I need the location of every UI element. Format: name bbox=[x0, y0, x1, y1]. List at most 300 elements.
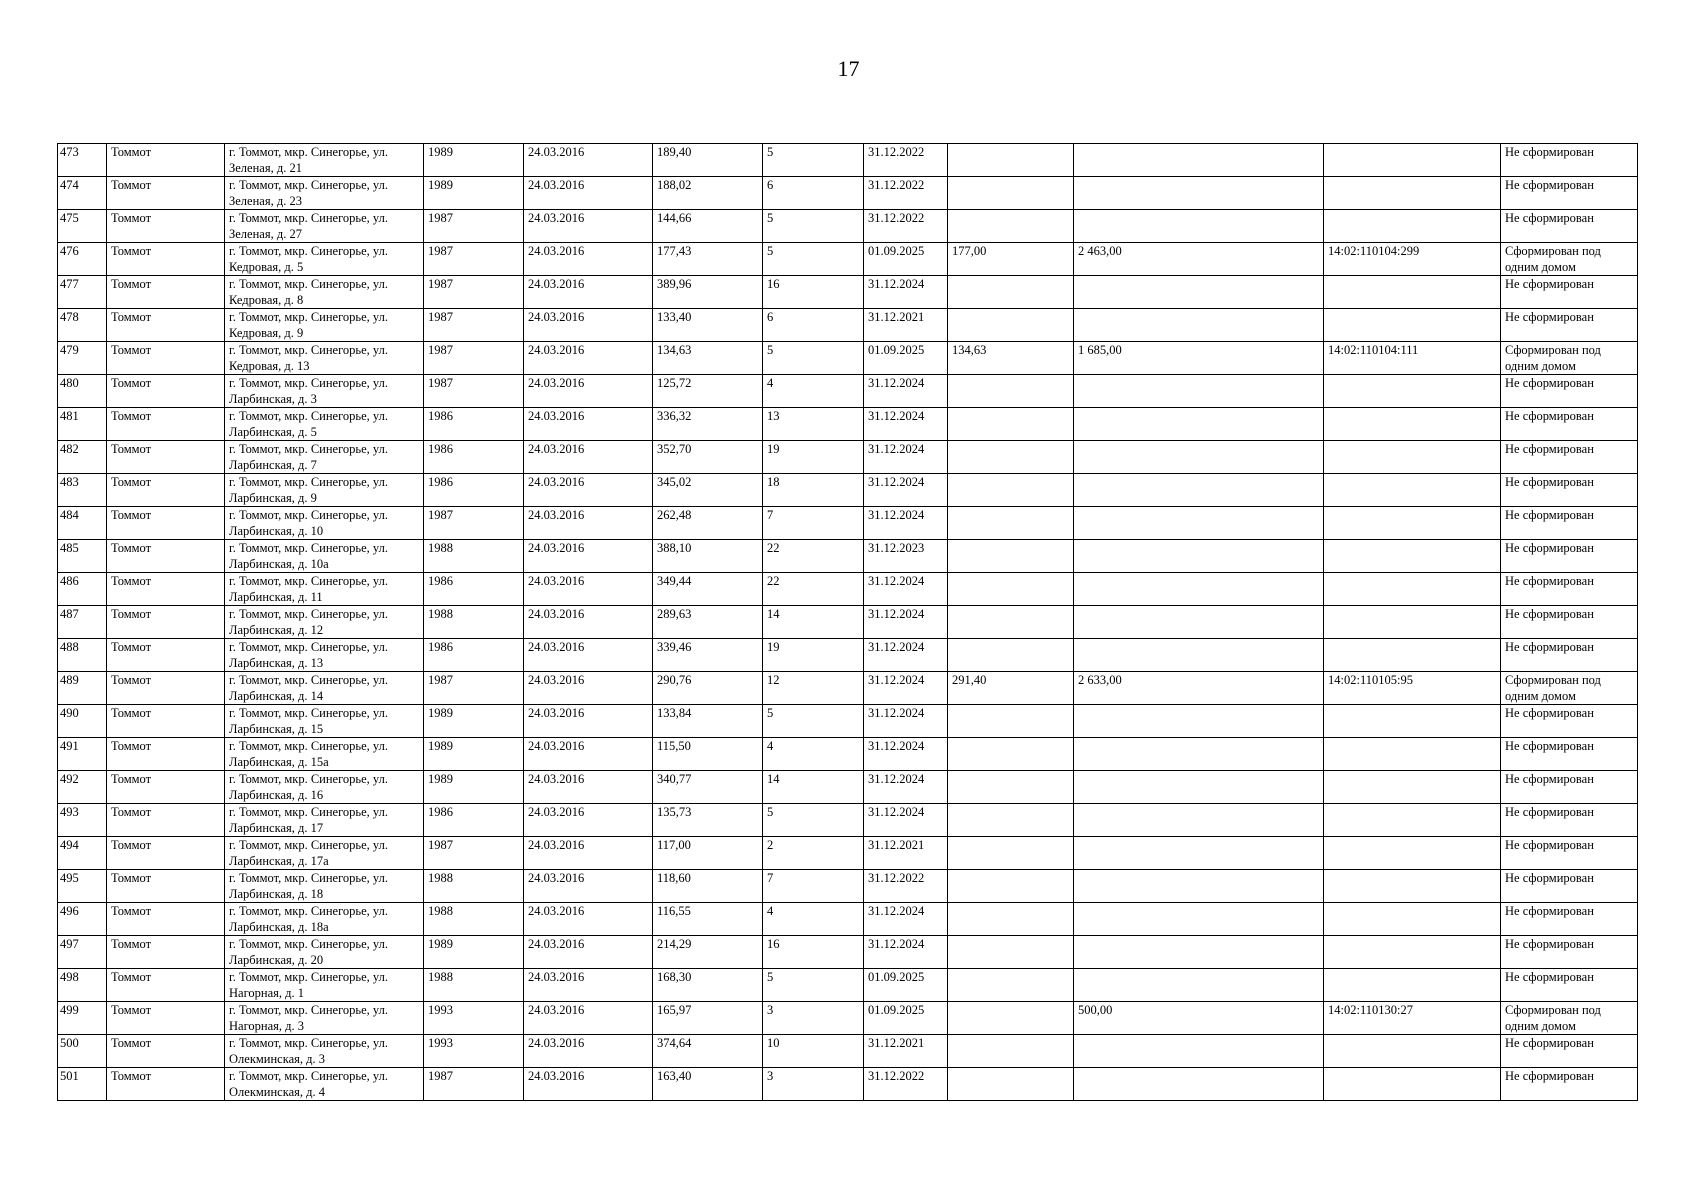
residents-cell: 2 bbox=[763, 837, 864, 870]
row-number-cell: 486 bbox=[58, 573, 107, 606]
address-cell: г. Томмот, мкр. Синегорье, ул. Ларбинская, д. 13 bbox=[225, 639, 424, 672]
plot-area-cell bbox=[1074, 639, 1324, 672]
residents-cell: 5 bbox=[763, 144, 864, 177]
area-cell: 116,55 bbox=[653, 903, 763, 936]
area-cell: 133,40 bbox=[653, 309, 763, 342]
residents-cell: 5 bbox=[763, 342, 864, 375]
year-built-cell: 1987 bbox=[424, 837, 524, 870]
settlement-cell: Томмот bbox=[107, 870, 225, 903]
area-cell: 349,44 bbox=[653, 573, 763, 606]
settlement-cell: Томмот bbox=[107, 771, 225, 804]
table-row bbox=[58, 1002, 1638, 1035]
cadastral-number-cell bbox=[1324, 771, 1501, 804]
land-area-cell bbox=[948, 903, 1074, 936]
cadastral-number-cell bbox=[1324, 738, 1501, 771]
land-area-cell bbox=[948, 771, 1074, 804]
cadastral-number-cell: 14:02:110104:299 bbox=[1324, 243, 1501, 276]
year-built-cell: 1989 bbox=[424, 936, 524, 969]
row-number-cell: 478 bbox=[58, 309, 107, 342]
settlement-cell: Томмот bbox=[107, 474, 225, 507]
address-cell: г. Томмот, мкр. Синегорье, ул. Ларбинская, д. 18 bbox=[225, 870, 424, 903]
plot-area-cell bbox=[1074, 177, 1324, 210]
row-number-cell: 475 bbox=[58, 210, 107, 243]
date-cell: 24.03.2016 bbox=[524, 903, 653, 936]
land-status-cell: Сформирован под одним домом bbox=[1501, 342, 1638, 375]
land-status-cell: Не сформирован bbox=[1501, 375, 1638, 408]
area-cell: 115,50 bbox=[653, 738, 763, 771]
land-status-cell: Не сформирован bbox=[1501, 804, 1638, 837]
land-area-cell: 177,00 bbox=[948, 243, 1074, 276]
land-status-cell: Не сформирован bbox=[1501, 177, 1638, 210]
land-area-cell bbox=[948, 210, 1074, 243]
year-built-cell: 1987 bbox=[424, 243, 524, 276]
cadastral-number-cell: 14:02:110130:27 bbox=[1324, 1002, 1501, 1035]
residents-cell: 19 bbox=[763, 441, 864, 474]
residents-cell: 14 bbox=[763, 771, 864, 804]
row-number-cell: 483 bbox=[58, 474, 107, 507]
table-row bbox=[58, 507, 1638, 540]
residents-cell: 5 bbox=[763, 210, 864, 243]
deadline-cell: 31.12.2021 bbox=[864, 309, 948, 342]
settlement-cell: Томмот bbox=[107, 441, 225, 474]
year-built-cell: 1986 bbox=[424, 408, 524, 441]
residents-cell: 6 bbox=[763, 177, 864, 210]
year-built-cell: 1989 bbox=[424, 177, 524, 210]
cadastral-number-cell bbox=[1324, 639, 1501, 672]
deadline-cell: 31.12.2021 bbox=[864, 1035, 948, 1068]
date-cell: 24.03.2016 bbox=[524, 738, 653, 771]
plot-area-cell bbox=[1074, 969, 1324, 1002]
deadline-cell: 31.12.2024 bbox=[864, 276, 948, 309]
deadline-cell: 31.12.2024 bbox=[864, 705, 948, 738]
cadastral-number-cell bbox=[1324, 1035, 1501, 1068]
table-row bbox=[58, 573, 1638, 606]
date-cell: 24.03.2016 bbox=[524, 573, 653, 606]
row-number-cell: 477 bbox=[58, 276, 107, 309]
year-built-cell: 1987 bbox=[424, 276, 524, 309]
land-area-cell bbox=[948, 705, 1074, 738]
settlement-cell: Томмот bbox=[107, 705, 225, 738]
year-built-cell: 1987 bbox=[424, 342, 524, 375]
cadastral-number-cell bbox=[1324, 837, 1501, 870]
row-number-cell: 482 bbox=[58, 441, 107, 474]
address-cell: г. Томмот, мкр. Синегорье, ул. Ларбинская, д. 16 bbox=[225, 771, 424, 804]
address-cell: г. Томмот, мкр. Синегорье, ул. Зеленая, д. 21 bbox=[225, 144, 424, 177]
area-cell: 177,43 bbox=[653, 243, 763, 276]
cadastral-number-cell bbox=[1324, 144, 1501, 177]
year-built-cell: 1988 bbox=[424, 870, 524, 903]
address-cell: г. Томмот, мкр. Синегорье, ул. Зеленая, д. 23 bbox=[225, 177, 424, 210]
plot-area-cell bbox=[1074, 507, 1324, 540]
date-cell: 24.03.2016 bbox=[524, 144, 653, 177]
settlement-cell: Томмот bbox=[107, 606, 225, 639]
land-area-cell bbox=[948, 573, 1074, 606]
land-area-cell bbox=[948, 606, 1074, 639]
land-status-cell: Не сформирован bbox=[1501, 309, 1638, 342]
date-cell: 24.03.2016 bbox=[524, 441, 653, 474]
table-row bbox=[58, 969, 1638, 1002]
settlement-cell: Томмот bbox=[107, 309, 225, 342]
land-area-cell bbox=[948, 144, 1074, 177]
year-built-cell: 1989 bbox=[424, 144, 524, 177]
date-cell: 24.03.2016 bbox=[524, 870, 653, 903]
land-area-cell bbox=[948, 969, 1074, 1002]
land-area-cell bbox=[948, 837, 1074, 870]
residents-cell: 16 bbox=[763, 276, 864, 309]
year-built-cell: 1986 bbox=[424, 573, 524, 606]
cadastral-number-cell bbox=[1324, 177, 1501, 210]
land-status-cell: Не сформирован bbox=[1501, 639, 1638, 672]
row-number-cell: 496 bbox=[58, 903, 107, 936]
deadline-cell: 31.12.2024 bbox=[864, 804, 948, 837]
year-built-cell: 1986 bbox=[424, 441, 524, 474]
residents-cell: 10 bbox=[763, 1035, 864, 1068]
year-built-cell: 1989 bbox=[424, 738, 524, 771]
land-area-cell bbox=[948, 474, 1074, 507]
table-row bbox=[58, 474, 1638, 507]
year-built-cell: 1993 bbox=[424, 1002, 524, 1035]
row-number-cell: 479 bbox=[58, 342, 107, 375]
date-cell: 24.03.2016 bbox=[524, 705, 653, 738]
land-status-cell: Не сформирован bbox=[1501, 441, 1638, 474]
land-area-cell bbox=[948, 177, 1074, 210]
date-cell: 24.03.2016 bbox=[524, 672, 653, 705]
date-cell: 24.03.2016 bbox=[524, 210, 653, 243]
land-status-cell: Не сформирован bbox=[1501, 540, 1638, 573]
table-row bbox=[58, 606, 1638, 639]
plot-area-cell bbox=[1074, 309, 1324, 342]
table-row bbox=[58, 441, 1638, 474]
address-cell: г. Томмот, мкр. Синегорье, ул. Кедровая, д. 5 bbox=[225, 243, 424, 276]
cadastral-number-cell bbox=[1324, 870, 1501, 903]
table-row bbox=[58, 243, 1638, 276]
table-row bbox=[58, 375, 1638, 408]
cadastral-number-cell bbox=[1324, 375, 1501, 408]
plot-area-cell bbox=[1074, 474, 1324, 507]
land-status-cell: Сформирован под одним домом bbox=[1501, 1002, 1638, 1035]
area-cell: 352,70 bbox=[653, 441, 763, 474]
date-cell: 24.03.2016 bbox=[524, 276, 653, 309]
table-row bbox=[58, 342, 1638, 375]
settlement-cell: Томмот bbox=[107, 639, 225, 672]
settlement-cell: Томмот bbox=[107, 969, 225, 1002]
area-cell: 144,66 bbox=[653, 210, 763, 243]
land-area-cell: 134,63 bbox=[948, 342, 1074, 375]
row-number-cell: 494 bbox=[58, 837, 107, 870]
area-cell: 188,02 bbox=[653, 177, 763, 210]
address-cell: г. Томмот, мкр. Синегорье, ул. Ларбинская, д. 12 bbox=[225, 606, 424, 639]
row-number-cell: 498 bbox=[58, 969, 107, 1002]
residents-cell: 5 bbox=[763, 804, 864, 837]
land-status-cell: Не сформирован bbox=[1501, 507, 1638, 540]
settlement-cell: Томмот bbox=[107, 903, 225, 936]
cadastral-number-cell bbox=[1324, 441, 1501, 474]
address-cell: г. Томмот, мкр. Синегорье, ул. Ларбинская, д. 5 bbox=[225, 408, 424, 441]
land-status-cell: Не сформирован bbox=[1501, 276, 1638, 309]
land-area-cell bbox=[948, 870, 1074, 903]
settlement-cell: Томмот bbox=[107, 837, 225, 870]
date-cell: 24.03.2016 bbox=[524, 309, 653, 342]
address-cell: г. Томмот, мкр. Синегорье, ул. Ларбинская, д. 11 bbox=[225, 573, 424, 606]
plot-area-cell bbox=[1074, 771, 1324, 804]
deadline-cell: 31.12.2024 bbox=[864, 738, 948, 771]
plot-area-cell bbox=[1074, 540, 1324, 573]
land-area-cell bbox=[948, 639, 1074, 672]
deadline-cell: 31.12.2022 bbox=[864, 177, 948, 210]
land-status-cell: Не сформирован bbox=[1501, 837, 1638, 870]
settlement-cell: Томмот bbox=[107, 276, 225, 309]
settlement-cell: Томмот bbox=[107, 738, 225, 771]
area-cell: 165,97 bbox=[653, 1002, 763, 1035]
area-cell: 262,48 bbox=[653, 507, 763, 540]
date-cell: 24.03.2016 bbox=[524, 969, 653, 1002]
residents-cell: 3 bbox=[763, 1002, 864, 1035]
table-row bbox=[58, 408, 1638, 441]
date-cell: 24.03.2016 bbox=[524, 936, 653, 969]
table-row bbox=[58, 738, 1638, 771]
land-area-cell bbox=[948, 507, 1074, 540]
row-number-cell: 485 bbox=[58, 540, 107, 573]
area-cell: 289,63 bbox=[653, 606, 763, 639]
address-cell: г. Томмот, мкр. Синегорье, ул. Ларбинская, д. 18а bbox=[225, 903, 424, 936]
deadline-cell: 31.12.2022 bbox=[864, 210, 948, 243]
deadline-cell: 31.12.2024 bbox=[864, 771, 948, 804]
address-cell: г. Томмот, мкр. Синегорье, ул. Ларбинская, д. 15 bbox=[225, 705, 424, 738]
row-number-cell: 499 bbox=[58, 1002, 107, 1035]
cadastral-number-cell bbox=[1324, 507, 1501, 540]
settlement-cell: Томмот bbox=[107, 936, 225, 969]
cadastral-number-cell bbox=[1324, 276, 1501, 309]
table-row bbox=[58, 672, 1638, 705]
residents-cell: 22 bbox=[763, 540, 864, 573]
cadastral-number-cell bbox=[1324, 474, 1501, 507]
row-number-cell: 501 bbox=[58, 1068, 107, 1101]
settlement-cell: Томмот bbox=[107, 507, 225, 540]
settlement-cell: Томмот bbox=[107, 243, 225, 276]
settlement-cell: Томмот bbox=[107, 672, 225, 705]
land-area-cell bbox=[948, 276, 1074, 309]
land-area-cell bbox=[948, 1068, 1074, 1101]
area-cell: 345,02 bbox=[653, 474, 763, 507]
area-cell: 125,72 bbox=[653, 375, 763, 408]
land-status-cell: Не сформирован bbox=[1501, 705, 1638, 738]
year-built-cell: 1988 bbox=[424, 903, 524, 936]
deadline-cell: 31.12.2022 bbox=[864, 1068, 948, 1101]
row-number-cell: 489 bbox=[58, 672, 107, 705]
residents-cell: 12 bbox=[763, 672, 864, 705]
row-number-cell: 473 bbox=[58, 144, 107, 177]
residents-cell: 19 bbox=[763, 639, 864, 672]
year-built-cell: 1987 bbox=[424, 672, 524, 705]
cadastral-number-cell bbox=[1324, 309, 1501, 342]
cadastral-number-cell bbox=[1324, 606, 1501, 639]
land-area-cell bbox=[948, 936, 1074, 969]
table-row bbox=[58, 903, 1638, 936]
deadline-cell: 31.12.2024 bbox=[864, 375, 948, 408]
row-number-cell: 484 bbox=[58, 507, 107, 540]
table-row bbox=[58, 540, 1638, 573]
residents-cell: 22 bbox=[763, 573, 864, 606]
plot-area-cell bbox=[1074, 606, 1324, 639]
land-status-cell: Не сформирован bbox=[1501, 144, 1638, 177]
cadastral-number-cell bbox=[1324, 705, 1501, 738]
date-cell: 24.03.2016 bbox=[524, 837, 653, 870]
plot-area-cell: 500,00 bbox=[1074, 1002, 1324, 1035]
residents-cell: 7 bbox=[763, 507, 864, 540]
land-area-cell bbox=[948, 1002, 1074, 1035]
residents-cell: 13 bbox=[763, 408, 864, 441]
housing-registry-table bbox=[57, 143, 1638, 1101]
area-cell: 168,30 bbox=[653, 969, 763, 1002]
land-status-cell: Не сформирован bbox=[1501, 1068, 1638, 1101]
deadline-cell: 31.12.2024 bbox=[864, 441, 948, 474]
settlement-cell: Томмот bbox=[107, 573, 225, 606]
plot-area-cell bbox=[1074, 144, 1324, 177]
land-status-cell: Не сформирован bbox=[1501, 936, 1638, 969]
date-cell: 24.03.2016 bbox=[524, 375, 653, 408]
land-status-cell: Не сформирован bbox=[1501, 573, 1638, 606]
land-status-cell: Не сформирован bbox=[1501, 969, 1638, 1002]
settlement-cell: Томмот bbox=[107, 804, 225, 837]
residents-cell: 5 bbox=[763, 705, 864, 738]
year-built-cell: 1989 bbox=[424, 705, 524, 738]
cadastral-number-cell bbox=[1324, 1068, 1501, 1101]
row-number-cell: 491 bbox=[58, 738, 107, 771]
table-row bbox=[58, 705, 1638, 738]
residents-cell: 3 bbox=[763, 1068, 864, 1101]
date-cell: 24.03.2016 bbox=[524, 177, 653, 210]
table-row bbox=[58, 771, 1638, 804]
land-status-cell: Не сформирован bbox=[1501, 606, 1638, 639]
deadline-cell: 31.12.2024 bbox=[864, 936, 948, 969]
land-area-cell bbox=[948, 804, 1074, 837]
year-built-cell: 1989 bbox=[424, 771, 524, 804]
cadastral-number-cell: 14:02:110104:111 bbox=[1324, 342, 1501, 375]
date-cell: 24.03.2016 bbox=[524, 1002, 653, 1035]
area-cell: 163,40 bbox=[653, 1068, 763, 1101]
plot-area-cell bbox=[1074, 936, 1324, 969]
settlement-cell: Томмот bbox=[107, 1002, 225, 1035]
plot-area-cell bbox=[1074, 1068, 1324, 1101]
table-row bbox=[58, 639, 1638, 672]
land-status-cell: Не сформирован bbox=[1501, 771, 1638, 804]
table-row bbox=[58, 870, 1638, 903]
cadastral-number-cell bbox=[1324, 969, 1501, 1002]
residents-cell: 7 bbox=[763, 870, 864, 903]
year-built-cell: 1986 bbox=[424, 639, 524, 672]
row-number-cell: 495 bbox=[58, 870, 107, 903]
land-status-cell: Не сформирован bbox=[1501, 903, 1638, 936]
deadline-cell: 01.09.2025 bbox=[864, 342, 948, 375]
date-cell: 24.03.2016 bbox=[524, 1035, 653, 1068]
deadline-cell: 31.12.2024 bbox=[864, 606, 948, 639]
year-built-cell: 1988 bbox=[424, 540, 524, 573]
deadline-cell: 31.12.2022 bbox=[864, 144, 948, 177]
area-cell: 340,77 bbox=[653, 771, 763, 804]
year-built-cell: 1987 bbox=[424, 210, 524, 243]
date-cell: 24.03.2016 bbox=[524, 606, 653, 639]
cadastral-number-cell bbox=[1324, 210, 1501, 243]
plot-area-cell: 2 633,00 bbox=[1074, 672, 1324, 705]
address-cell: г. Томмот, мкр. Синегорье, ул. Ларбинская, д. 14 bbox=[225, 672, 424, 705]
address-cell: г. Томмот, мкр. Синегорье, ул. Ларбинская, д. 20 bbox=[225, 936, 424, 969]
area-cell: 339,46 bbox=[653, 639, 763, 672]
plot-area-cell bbox=[1074, 903, 1324, 936]
residents-cell: 6 bbox=[763, 309, 864, 342]
address-cell: г. Томмот, мкр. Синегорье, ул. Кедровая, д. 8 bbox=[225, 276, 424, 309]
row-number-cell: 493 bbox=[58, 804, 107, 837]
residents-cell: 4 bbox=[763, 375, 864, 408]
date-cell: 24.03.2016 bbox=[524, 342, 653, 375]
deadline-cell: 31.12.2024 bbox=[864, 507, 948, 540]
land-status-cell: Не сформирован bbox=[1501, 870, 1638, 903]
table-row bbox=[58, 177, 1638, 210]
deadline-cell: 01.09.2025 bbox=[864, 969, 948, 1002]
address-cell: г. Томмот, мкр. Синегорье, ул. Ларбинская, д. 7 bbox=[225, 441, 424, 474]
cadastral-number-cell bbox=[1324, 903, 1501, 936]
row-number-cell: 492 bbox=[58, 771, 107, 804]
cadastral-number-cell bbox=[1324, 408, 1501, 441]
deadline-cell: 31.12.2024 bbox=[864, 573, 948, 606]
plot-area-cell bbox=[1074, 705, 1324, 738]
area-cell: 135,73 bbox=[653, 804, 763, 837]
residents-cell: 16 bbox=[763, 936, 864, 969]
residents-cell: 5 bbox=[763, 243, 864, 276]
plot-area-cell bbox=[1074, 1035, 1324, 1068]
address-cell: г. Томмот, мкр. Синегорье, ул. Ларбинская, д. 17 bbox=[225, 804, 424, 837]
cadastral-number-cell bbox=[1324, 936, 1501, 969]
deadline-cell: 31.12.2021 bbox=[864, 837, 948, 870]
year-built-cell: 1993 bbox=[424, 1035, 524, 1068]
table-row bbox=[58, 936, 1638, 969]
settlement-cell: Томмот bbox=[107, 210, 225, 243]
plot-area-cell bbox=[1074, 573, 1324, 606]
date-cell: 24.03.2016 bbox=[524, 243, 653, 276]
settlement-cell: Томмот bbox=[107, 375, 225, 408]
date-cell: 24.03.2016 bbox=[524, 1068, 653, 1101]
area-cell: 133,84 bbox=[653, 705, 763, 738]
date-cell: 24.03.2016 bbox=[524, 408, 653, 441]
plot-area-cell bbox=[1074, 276, 1324, 309]
table-row bbox=[58, 144, 1638, 177]
settlement-cell: Томмот bbox=[107, 408, 225, 441]
address-cell: г. Томмот, мкр. Синегорье, ул. Ларбинская, д. 15а bbox=[225, 738, 424, 771]
deadline-cell: 31.12.2024 bbox=[864, 408, 948, 441]
land-area-cell bbox=[948, 540, 1074, 573]
row-number-cell: 487 bbox=[58, 606, 107, 639]
land-status-cell: Сформирован под одним домом bbox=[1501, 672, 1638, 705]
plot-area-cell bbox=[1074, 210, 1324, 243]
land-area-cell bbox=[948, 441, 1074, 474]
address-cell: г. Томмот, мкр. Синегорье, ул. Кедровая, д. 13 bbox=[225, 342, 424, 375]
cadastral-number-cell bbox=[1324, 573, 1501, 606]
deadline-cell: 31.12.2023 bbox=[864, 540, 948, 573]
area-cell: 118,60 bbox=[653, 870, 763, 903]
address-cell: г. Томмот, мкр. Синегорье, ул. Кедровая, д. 9 bbox=[225, 309, 424, 342]
date-cell: 24.03.2016 bbox=[524, 540, 653, 573]
registry-body bbox=[58, 144, 1638, 1101]
deadline-cell: 31.12.2024 bbox=[864, 672, 948, 705]
deadline-cell: 01.09.2025 bbox=[864, 1002, 948, 1035]
row-number-cell: 488 bbox=[58, 639, 107, 672]
row-number-cell: 480 bbox=[58, 375, 107, 408]
table-row bbox=[58, 1035, 1638, 1068]
address-cell: г. Томмот, мкр. Синегорье, ул. Ларбинская, д. 17а bbox=[225, 837, 424, 870]
deadline-cell: 31.12.2022 bbox=[864, 870, 948, 903]
plot-area-cell: 2 463,00 bbox=[1074, 243, 1324, 276]
area-cell: 336,32 bbox=[653, 408, 763, 441]
address-cell: г. Томмот, мкр. Синегорье, ул. Зеленая, д. 27 bbox=[225, 210, 424, 243]
